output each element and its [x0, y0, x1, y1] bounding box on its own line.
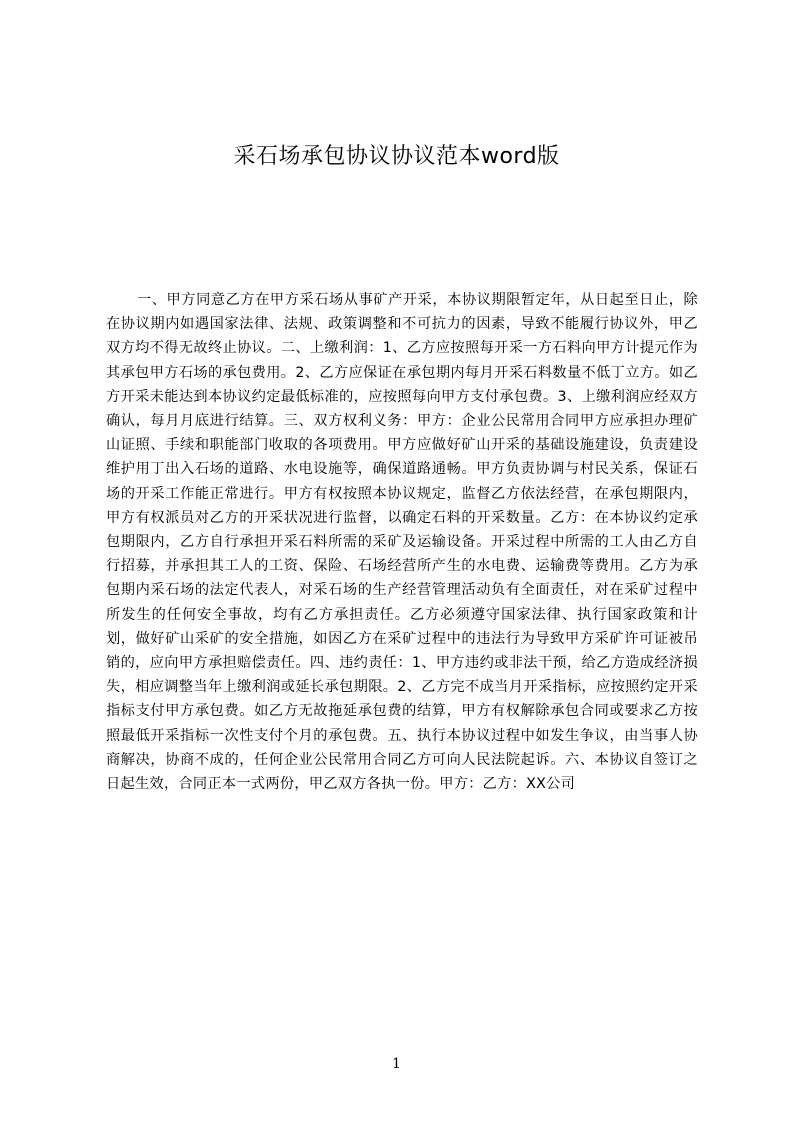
agreement-body-text: 一、甲方同意乙方在甲方采石场从事矿产开采，本协议期限暂定年，从日起至日止，除在协议期内如遇国家法律、法规、政策调整和不可抗力的因素，导致不能履行协议外，甲乙双方均不得无故终止协议。二、上缴利润：1、乙方应按照每开采一方石料向甲方计提元作为其承包甲方石场的承包费用。2、乙方应保证在承包期内每月开采石料数量不低丁立方。如乙方开采未能达到本协议约定最低标准的，应按照每向甲方支付承包费。3、上缴利润应经双方确认，每月月底进行结算。三、双方权利义务：甲方：企业公民常用合同甲方应承担办理矿山证照、手续和职能部门收取的各项费用。甲方应做好矿山开采的基础设施建设，负责建设维护用丁出入石场的道路、水电设施等，确保道路通畅。甲方负责协调与村民关系，保证石场的开采工作能正常进行。甲方有权按照本协议规定，监督乙方依法经营，在承包期限内，甲方有权派员对乙方的开采状况进行监督，以确定石料的开采数量。乙方：在本协议约定承包期限内，乙方自行承担开采石料所需的采矿及运输设备。开采过程中所需的工人由乙方自行招募，并承担其工人的工资、保险、石场经营所产生的水电费、运输费等费用。乙方为承包期内采石场的法定代表人，对采石场的生产经营管理活动负有全面责任，对在采矿过程中所发生的任何安全事故，均有乙方承担责任。乙方必须遵守国家法律、执行国家政策和计划，做好矿山采矿的安全措施，如因乙方在采矿过程中的违法行为导致甲方采矿许可证被吊销的，应向甲方承担赔偿责任。四、违约责任：1、甲方违约或非法干预，给乙方造成经济损失，相应调整当年上缴利润或延长承包期限。2、乙方完不成当月开采指标，应按照约定开采指标支付甲方承包费。如乙方无故拖延承包费的结算，甲方有权解除承包合同或要求乙方按照最低开采指标一次性支付个月的承包费。五、执行本协议过程中如发生争议，由当事人协商解决，协商不成的，任何企业公民常用合同乙方可向人民法院起诉。六、本协议自签订之日起生效，合同正本一式两份，甲乙双方各执一份。甲方：乙方：XX公司	[106, 292, 698, 793]
page-number: 1	[392, 1056, 401, 1072]
document-title: 采石场承包协议协议范本word版	[233, 144, 560, 169]
